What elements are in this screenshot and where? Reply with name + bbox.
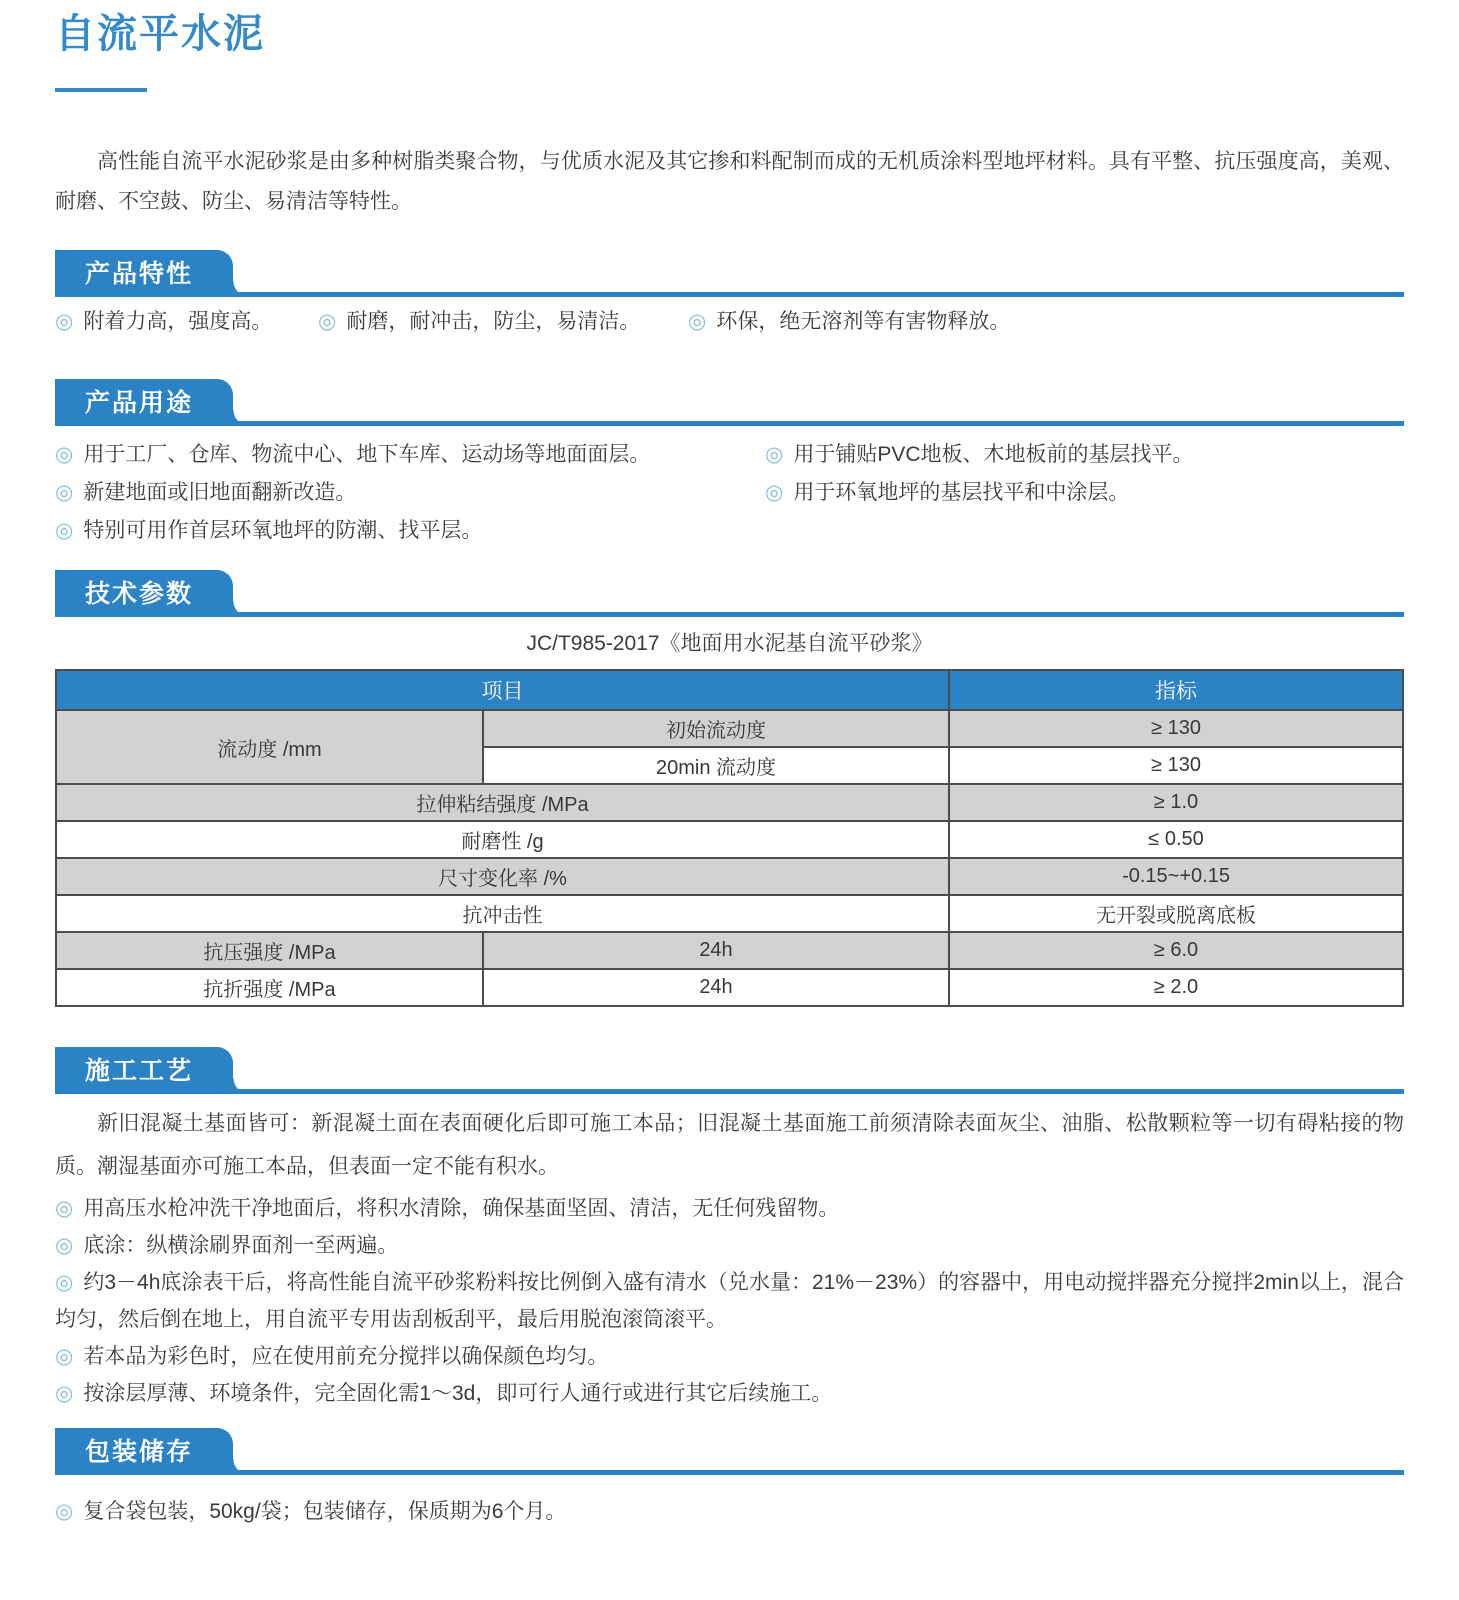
- uses-heading-tab: [55, 379, 233, 426]
- bullseye-bullet-icon: ◎: [55, 310, 74, 333]
- bullseye-bullet-icon: ◎: [765, 481, 784, 504]
- specs-heading-tab: [55, 570, 233, 617]
- cell-sub-label: 24h: [483, 969, 949, 1006]
- list-item: [55, 1499, 1404, 1525]
- process-banner: [55, 1047, 1404, 1094]
- process-heading-tab: [55, 1047, 233, 1094]
- standard-reference: JC/T985-2017《地面用水泥基自流平砂浆》: [526, 632, 933, 655]
- step-text: 按涂层厚薄、环境条件，完全固化需1～3d，即可行人通行或进行其它后续施工。: [83, 1382, 833, 1405]
- table-row: [56, 710, 1403, 747]
- packaging-banner: [55, 1428, 1404, 1475]
- cell-sub-label: 24h: [483, 932, 949, 969]
- cell-label: 抗折强度 /MPa: [56, 969, 483, 1006]
- uses-right-column: [765, 442, 1404, 556]
- features-heading: 产品特性: [85, 259, 194, 288]
- use-text: 特别可用作首层环氧地坪的防潮、找平层。: [83, 519, 483, 542]
- cell-value: ≤ 0.50: [949, 821, 1403, 858]
- section-features: [55, 250, 1404, 335]
- bullseye-bullet-icon: ◎: [55, 1197, 74, 1220]
- banner-rule: [55, 612, 1404, 617]
- section-specs: [55, 570, 1404, 1007]
- datasheet-page: [55, 0, 1404, 1525]
- list-item: [55, 1264, 1404, 1338]
- table-row: [56, 895, 1403, 932]
- list-item: [55, 518, 765, 544]
- bullseye-bullet-icon: ◎: [55, 1500, 74, 1523]
- list-item: [55, 1227, 1404, 1264]
- bullseye-bullet-icon: ◎: [765, 443, 784, 466]
- list-item: [765, 442, 1404, 468]
- cell-value: ≥ 1.0: [949, 784, 1403, 821]
- banner-rule: [55, 1470, 1404, 1475]
- bullseye-bullet-icon: ◎: [55, 1271, 74, 1294]
- cell-value: ≥ 2.0: [949, 969, 1403, 1006]
- spec-table: [55, 669, 1404, 1007]
- packaging-text: 复合袋包装，50kg/袋；包装储存，保质期为6个月。: [83, 1500, 567, 1523]
- features-heading-tab: [55, 250, 233, 297]
- use-text: 用于工厂、仓库、物流中心、地下车库、运动场等地面面层。: [83, 443, 651, 466]
- column-header-index: 指标: [949, 670, 1403, 710]
- use-text: 用于环氧地坪的基层找平和中涂层。: [793, 481, 1130, 504]
- cell-value: 无开裂或脱离底板: [949, 895, 1403, 932]
- section-packaging: [55, 1428, 1404, 1525]
- feature-text: 附着力高，强度高。: [83, 310, 273, 333]
- cell-label: 尺寸变化率 /%: [56, 858, 949, 895]
- list-item: [55, 309, 318, 335]
- feature-text: 耐磨，耐冲击，防尘，易清洁。: [346, 310, 641, 333]
- uses-left-column: [55, 442, 765, 556]
- table-row: [56, 969, 1403, 1006]
- bullseye-bullet-icon: ◎: [55, 1234, 74, 1257]
- feature-text: 环保，绝无溶剂等有害物释放。: [716, 310, 1011, 333]
- table-row: [56, 784, 1403, 821]
- list-item: [55, 1375, 1404, 1412]
- cell-label: 耐磨性 /g: [56, 821, 949, 858]
- step-text: 用高压水枪冲洗干净地面后，将积水清除，确保基面坚固、清洁，无任何残留物。: [83, 1197, 840, 1220]
- cell-value: ≥ 130: [949, 710, 1403, 747]
- features-banner: [55, 250, 1404, 297]
- cell-group-label: 流动度 /mm: [56, 710, 483, 784]
- cell-label: 抗压强度 /MPa: [56, 932, 483, 969]
- bullseye-bullet-icon: ◎: [55, 443, 74, 466]
- table-header-row: [56, 670, 1403, 710]
- column-header-item: 项目: [56, 670, 949, 710]
- step-text: 底涂：纵横涂刷界面剂一至两遍。: [83, 1234, 399, 1257]
- list-item: [55, 480, 765, 506]
- process-steps-list: [55, 1190, 1404, 1412]
- bullseye-bullet-icon: ◎: [55, 481, 74, 504]
- banner-rule: [55, 292, 1404, 297]
- packaging-heading: 包装储存: [85, 1437, 194, 1466]
- uses-banner: [55, 379, 1404, 426]
- list-item: [765, 480, 1404, 506]
- banner-rule: [55, 1089, 1404, 1094]
- cell-value: ≥ 6.0: [949, 932, 1403, 969]
- use-text: 用于铺贴PVC地板、木地板前的基层找平。: [793, 443, 1194, 466]
- step-text: 约3－4h底涂表干后，将高性能自流平砂浆粉料按比例倒入盛有清水（兑水量：21%－23%）的容器中，用电动搅拌器充分搅拌2min以上，混合均匀，然后倒在地上，用自流平专用齿刮板刮平，最后用脱泡滚筒滚平。: [55, 1271, 1404, 1331]
- section-process: [55, 1047, 1404, 1412]
- packaging-list: [55, 1499, 1404, 1525]
- cell-value: ≥ 130: [949, 747, 1403, 784]
- banner-rule: [55, 421, 1404, 426]
- process-heading: 施工工艺: [85, 1056, 194, 1085]
- list-item: [318, 309, 688, 335]
- list-item: [688, 309, 1010, 335]
- uses-lists: [55, 442, 1404, 556]
- use-text: 新建地面或旧地面翻新改造。: [83, 481, 357, 504]
- process-intro-paragraph: 新旧混凝土基面皆可：新混凝土面在表面硬化后即可施工本品；旧混凝土基面施工前须清除表面灰尘、油脂、松散颗粒等一切有碍粘接的物质。潮湿基面亦可施工本品，但表面一定不能有积水。: [55, 1112, 1404, 1178]
- bullseye-bullet-icon: ◎: [55, 519, 74, 542]
- title-underline: [55, 88, 147, 92]
- list-item: [55, 1338, 1404, 1375]
- list-item: [55, 1190, 1404, 1227]
- table-row: [56, 821, 1403, 858]
- table-row: [56, 858, 1403, 895]
- section-uses: [55, 379, 1404, 556]
- table-row: [56, 932, 1403, 969]
- cell-sub-label: 20min 流动度: [483, 747, 949, 784]
- packaging-heading-tab: [55, 1428, 233, 1475]
- bullseye-bullet-icon: ◎: [318, 310, 337, 333]
- cell-sub-label: 初始流动度: [483, 710, 949, 747]
- features-list: [55, 309, 1404, 335]
- bullseye-bullet-icon: ◎: [688, 310, 707, 333]
- list-item: [55, 442, 765, 468]
- cell-label: 抗冲击性: [56, 895, 949, 932]
- step-text: 若本品为彩色时，应在使用前充分搅拌以确保颜色均匀。: [83, 1345, 609, 1368]
- bullseye-bullet-icon: ◎: [55, 1382, 74, 1405]
- uses-heading: 产品用途: [85, 388, 194, 417]
- cell-label: 拉伸粘结强度 /MPa: [56, 784, 949, 821]
- specs-banner: [55, 570, 1404, 617]
- bullseye-bullet-icon: ◎: [55, 1345, 74, 1368]
- cell-value: -0.15~+0.15: [949, 858, 1403, 895]
- specs-heading: 技术参数: [85, 579, 194, 608]
- page-title: 自流平水泥: [55, 12, 265, 56]
- intro-paragraph: 高性能自流平水泥砂浆是由多种树脂类聚合物，与优质水泥及其它掺和料配制而成的无机质涂料型地坪材料。具有平整、抗压强度高，美观、耐磨、不空鼓、防尘、易清洁等特性。: [55, 150, 1404, 213]
